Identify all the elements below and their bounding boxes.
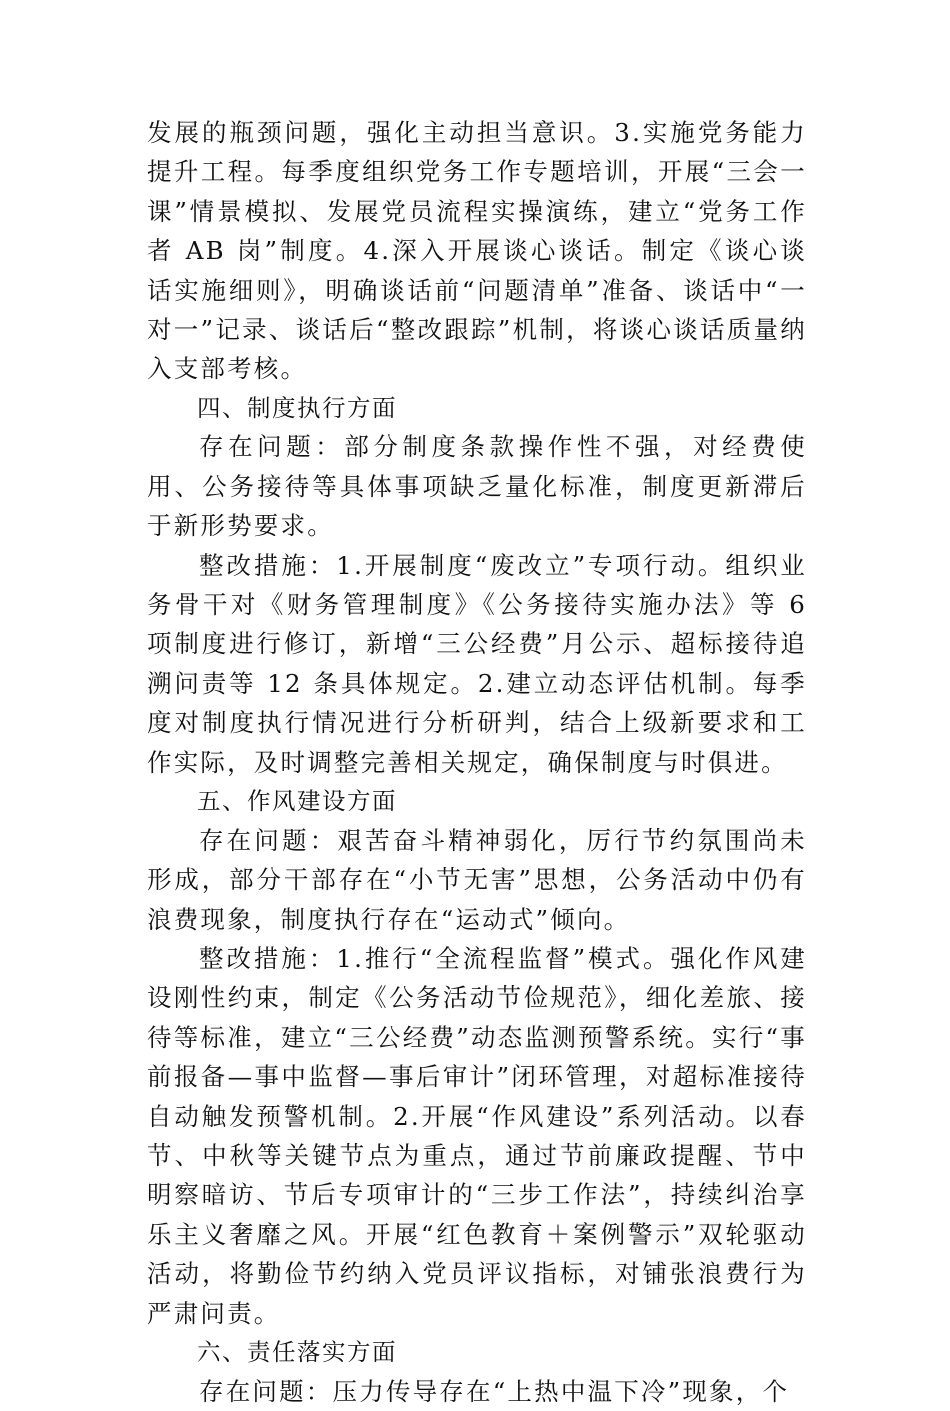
- section-heading: 五、作风建设方面: [197, 787, 397, 816]
- body-paragraph: 发展的瓶颈问题，强化主动担当意识。3.实施党务能力提升工程。每季度组织党务工作专题培训，开展“三会一课”情景模拟、发展党员流程实操演练，建立“党务工作者 AB 岗”制度。4.深入开展谈心谈话。制定《谈心谈话实施细则》，明确谈话前“问题清单”准备、谈话中“一对一”记录、谈话后“整改跟踪”机制，将谈心谈话质量纳入支部考核。: [147, 118, 807, 384]
- body-paragraph: 存在问题：压力传导存在“上热中温下冷”现象，个: [199, 1376, 790, 1406]
- body-paragraph: 整改措施：1.开展制度“废改立”专项行动。组织业务骨干对《财务管理制度》《公务接待实施办法》等 6 项制度进行修订，新增“三公经费”月公示、超标接待追溯问责等 12 条具体规定。2.建立动态评估机制。每季度对制度执行情况进行分析研判，结合上级新要求和工作实际，及时调整完善相关规定，确保制度与时俱进。: [147, 550, 807, 777]
- body-paragraph: 存在问题：部分制度条款操作性不强，对经费使用、公务接待等具体事项缺乏量化标准，制度更新滞后于新形势要求。: [147, 432, 807, 541]
- body-paragraph: 存在问题：艰苦奋斗精神弱化，厉行节约氛围尚未形成，部分干部存在“小节无害”思想，公务活动中仍有浪费现象，制度执行存在“运动式”倾向。: [147, 825, 807, 934]
- document-page: [147, 113, 807, 1411]
- section-heading: 四、制度执行方面: [197, 393, 397, 422]
- section-heading: 六、责任落实方面: [197, 1337, 397, 1366]
- body-paragraph: 整改措施：1.推行“全流程监督”模式。强化作风建设刚性约束，制定《公务活动节俭规范》，细化差旅、接待等标准，建立“三公经费”动态监测预警系统。实行“事前报备—事中监督—事后审计”闭环管理，对超标准接待自动触发预警机制。2.开展“作风建设”系列活动。以春节、中秋等关键节点为重点，通过节前廉政提醒、节中明察暗访、节后专项审计的“三步工作法”，持续纠治享乐主义奢靡之风。开展“红色教育＋案例警示”双轮驱动活动，将勤俭节约纳入党员评议指标，对铺张浪费行为严肃问责。: [147, 943, 807, 1328]
